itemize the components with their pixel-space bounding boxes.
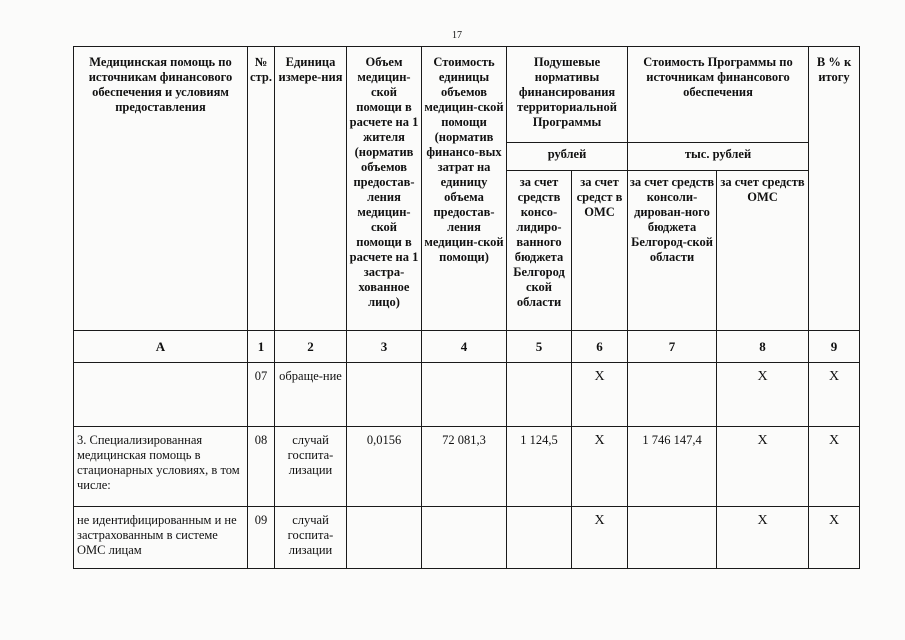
row-program-budget [628, 507, 717, 569]
row-percent: Х [809, 427, 860, 507]
table-row [74, 507, 860, 569]
row-percapita-oms: Х [572, 363, 628, 427]
row-percapita-budget [507, 507, 572, 569]
row-program-oms: Х [717, 507, 809, 569]
header-rubles: рублей [507, 143, 628, 171]
row-unit: случай госпита-лизации [275, 427, 347, 507]
header-name: Медицинская помощь по источникам финансового обеспечения и условиям предоставления [74, 47, 248, 331]
row-program-oms: Х [717, 363, 809, 427]
header-unit-cost: Стоимость единицы объемов медицин-ской помощи (норматив финансо-вых затрат на единицу объема предостав-ления медицин-ской помощи) [422, 47, 507, 331]
column-label: 7 [628, 331, 717, 363]
column-label-row [74, 331, 860, 363]
row-volume [347, 363, 422, 427]
row-unit-cost [422, 507, 507, 569]
column-label: 9 [809, 331, 860, 363]
column-label: 6 [572, 331, 628, 363]
column-label: 2 [275, 331, 347, 363]
row-unit-cost: 72 081,3 [422, 427, 507, 507]
row-line-number: 09 [248, 507, 275, 569]
page-number: 17 [452, 30, 462, 41]
row-line-number: 07 [248, 363, 275, 427]
row-percapita-budget: 1 124,5 [507, 427, 572, 507]
row-program-oms: Х [717, 427, 809, 507]
header-line-number: № стр. [248, 47, 275, 331]
column-label: 8 [717, 331, 809, 363]
row-volume: 0,0156 [347, 427, 422, 507]
row-program-budget: 1 746 147,4 [628, 427, 717, 507]
row-volume [347, 507, 422, 569]
column-label: 3 [347, 331, 422, 363]
column-label: 1 [248, 331, 275, 363]
program-cost-table [73, 46, 860, 569]
row-percent: Х [809, 507, 860, 569]
table-row [74, 427, 860, 507]
header-col5-budget: за счет средств консо-лидиро-ванного бюджета Белгород ской области [507, 171, 572, 331]
row-unit: обраще-ние [275, 363, 347, 427]
row-percent: Х [809, 363, 860, 427]
row-percapita-budget [507, 363, 572, 427]
header-col8-oms: за счет средств ОМС [717, 171, 809, 331]
row-percapita-oms: Х [572, 427, 628, 507]
row-name: 3. Специализированная медицинская помощь в стационарных условиях, в том числе: [74, 427, 248, 507]
row-unit-cost [422, 363, 507, 427]
row-name: не идентифицированным и не застрахованным в системе ОМС лицам [74, 507, 248, 569]
table-row [74, 363, 860, 427]
header-program-cost: Стоимость Программы по источникам финансового обеспечения [628, 47, 809, 143]
row-program-budget [628, 363, 717, 427]
header-col6-oms: за счет средст в ОМС [572, 171, 628, 331]
header-unit: Единица измере-ния [275, 47, 347, 331]
row-unit: случай госпита-лизации [275, 507, 347, 569]
header-percent: В % к итогу [809, 47, 860, 331]
column-label: 4 [422, 331, 507, 363]
row-name [74, 363, 248, 427]
header-col7-budget: за счет средств консоли-дирован-ного бюджета Белгород-ской области [628, 171, 717, 331]
row-percapita-oms: Х [572, 507, 628, 569]
header-volume: Объем медицин-ской помощи в расчете на 1 жителя (норматив объемов предостав-ления медицин-ской помощи в расчете на 1 застра-хованное лицо) [347, 47, 422, 331]
header-per-capita: Подушевые нормативы финансирования территориальной Программы [507, 47, 628, 143]
row-line-number: 08 [248, 427, 275, 507]
header-thousand-rubles: тыс. рублей [628, 143, 809, 171]
column-label: 5 [507, 331, 572, 363]
column-label: А [74, 331, 248, 363]
